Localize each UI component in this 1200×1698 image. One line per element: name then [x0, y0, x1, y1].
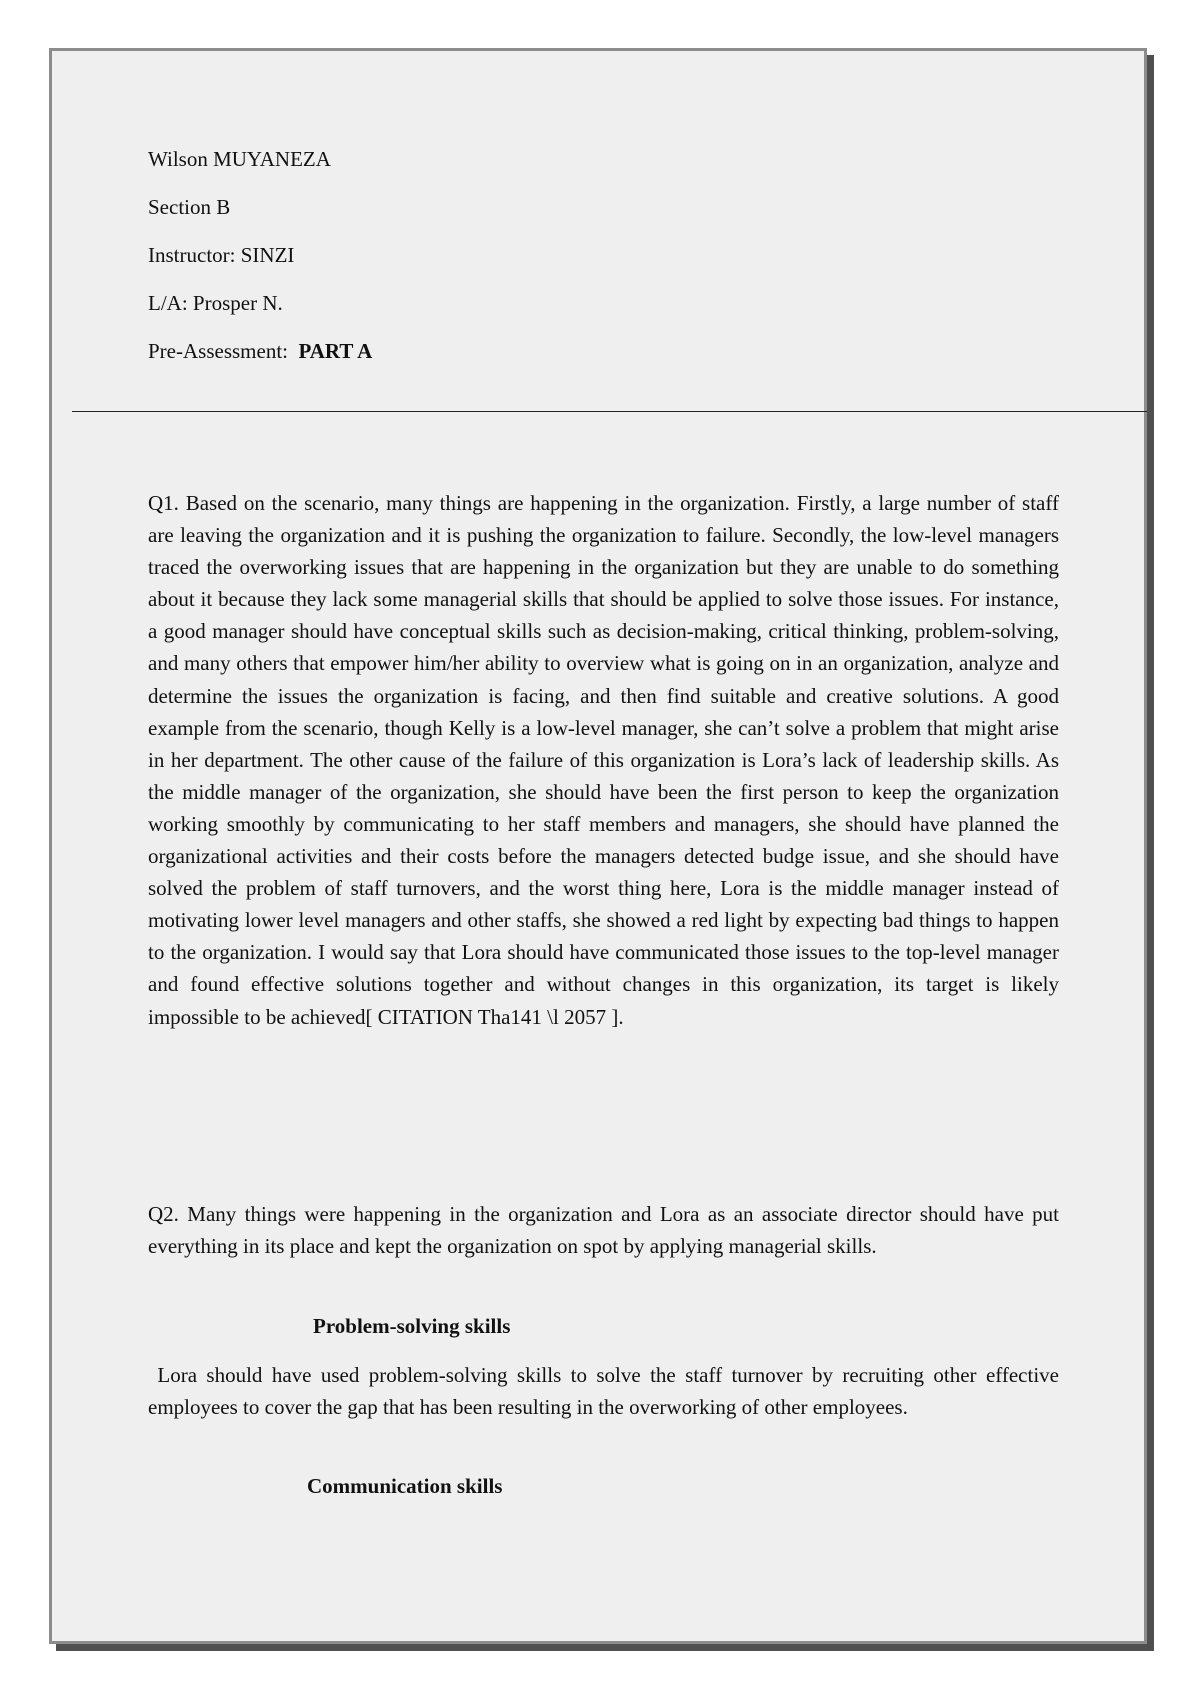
q2-paragraph: Q2. Many things were happening in the organization and Lora as an associate director should have put everything in its place and kept the organization on spot by applying managerial skills.	[148, 1202, 1059, 1259]
student-name: Wilson MUYANEZA	[148, 147, 331, 171]
problem-solving-heading: Problem-solving skills	[313, 1314, 511, 1338]
horizontal-divider	[72, 411, 1147, 412]
q1-paragraph: Q1. Based on the scenario, many things are happening in the organization. Firstly, a large number of staff are leaving the organization and it is pushing the organization to failure. Secondly, the low-level managers traced the overworking issues that are happening in the organization but they are unable to do something about it because they lack some managerial skills that should be applied to solve those issues. For instance, a good manager should have conceptual skills such as decision-making, critical thinking, problem-solving, and many others that empower him/her ability to overview what is going on in an organization, analyze and determine the issues the organization is facing, and then find suitable and creative solutions. A good example from the scenario, though Kelly is a low-level manager, she can’t solve a problem that might arise in her department. The other cause of the failure of this organization is Lora’s lack of leadership skills. As the middle manager of the organization, she should have been the first person to keep the organization working smoothly by communicating to her staff members and managers, she should have planned the organizational activities and their costs before the managers detected budge issue, and she should have solved the problem of staff turnovers, and the worst thing here, Lora is the middle manager instead of motivating lower level managers and other staffs, she showed a red light by expecting bad things to happen to the organization. I would say that Lora should have communicated those issues to the top-level manager and found effective solutions together and without changes in this organization, its target is likely impossible to be achieved[ CITATION Tha141 \l 2057 ].	[148, 491, 1059, 1029]
problem-solving-paragraph: Lora should have used problem-solving skills to solve the staff turnover by recruiting other effective employees to cover the gap that has been resulting in the overworking of other employees.	[148, 1363, 1065, 1420]
learning-assistant-label: L/A: Prosper N.	[148, 291, 283, 315]
section-label: Section B	[148, 195, 231, 219]
instructor-label: Instructor: SINZI	[148, 243, 295, 267]
pre-assessment-label: Pre-Assessment:	[148, 339, 288, 363]
document-page	[49, 48, 1147, 1644]
pre-assessment-line	[148, 341, 372, 362]
student-info-header	[148, 149, 372, 389]
pre-assessment-part: PART A	[298, 339, 373, 363]
communication-heading: Communication skills	[307, 1474, 503, 1498]
